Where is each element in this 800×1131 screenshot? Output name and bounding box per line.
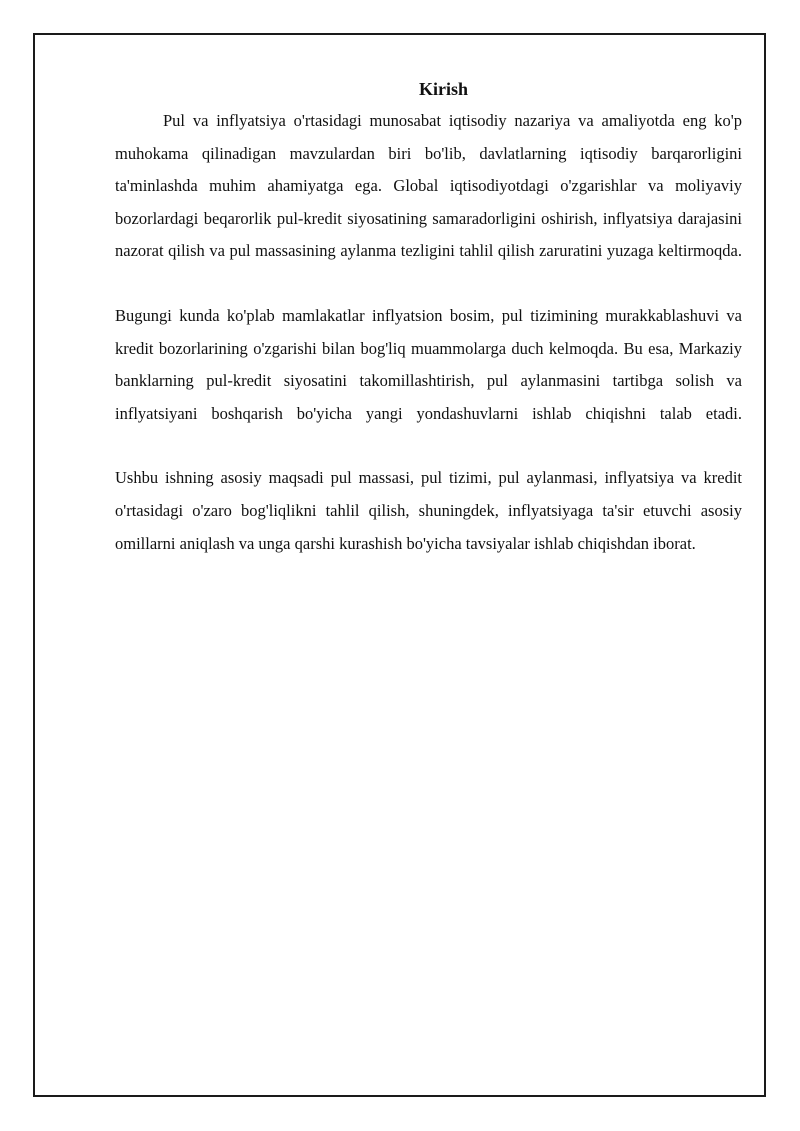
paragraph-2: Bugungi kunda ko'plab mamlakatlar inflyatsion bosim, pul tizimining murakkablashuvi va kredit bozorlarining o'zgarishi bilan bog'liq muammolarga duch kelmoqda. Bu esa, Markaziy banklarning pul-kredit siyosatini takomillashtirish, pul aylanmasini tartibga solish va inflyatsiyani boshqarish bo'yicha yangi yondashuvlarni ishlab chiqishni talab etadi.: [115, 305, 742, 423]
paragraph-1: Pul va inflyatsiya o'rtasidagi munosabat iqtisodiy nazariya va amaliyotda eng ko'p muhokama qilinadigan mavzulardan biri bo'lib, davlatlarning iqtisodiy barqarorligini ta'minlashda muhim ahamiyatga ega. Global iqtisodiyotdagi o'zgarishlar va moliyaviy bozorlardagi beqarorlik pul-kredit siyosatining samaradorligini oshirish, inflyatsiya darajasini nazorat qilish va pul massasining aylanma tezligini tahlil qilish zaruratini yuzaga keltirmoqda.: [115, 111, 742, 261]
paragraph-3: Ushbu ishning asosiy maqsadi pul massasi, pul tizimi, pul aylanmasi, inflyatsiya va kredit o'rtasidagi o'zaro bog'liqlikni tahlil qilish, shuningdek, inflyatsiyaga ta'sir etuvchi asosiy omillarni aniqlash va unga qarshi kurashish bo'yicha tavsiyalar ishlab chiqishdan iborat.: [115, 468, 742, 553]
document-title: Kirish: [418, 79, 468, 99]
document-body: [115, 76, 742, 560]
